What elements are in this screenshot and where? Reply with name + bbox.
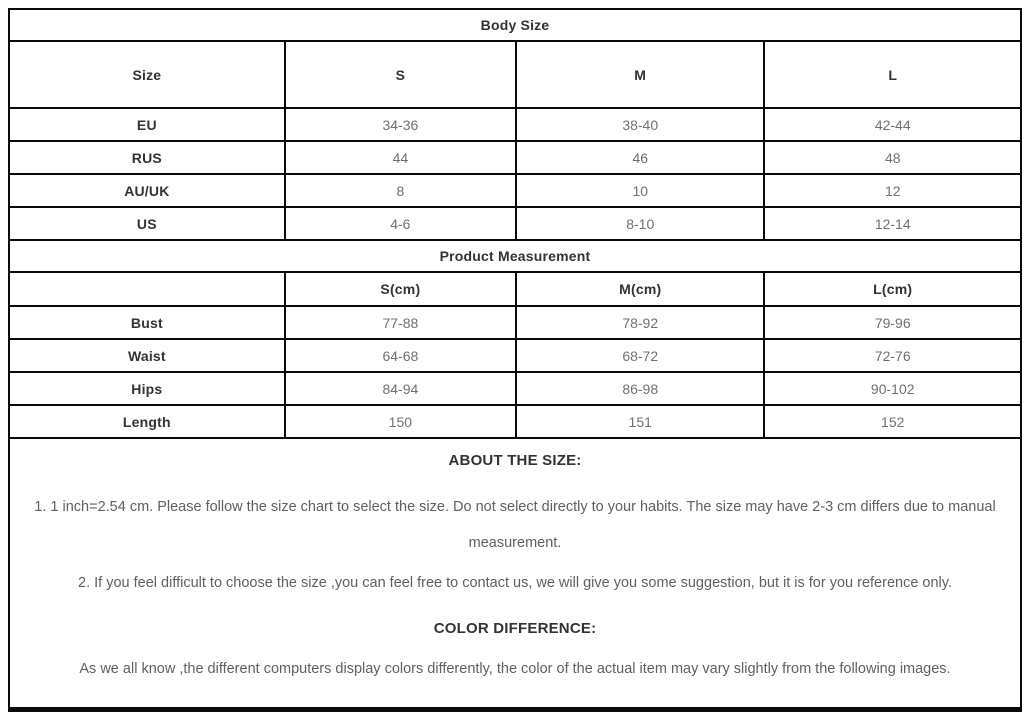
about-the-size-heading: ABOUT THE SIZE:: [448, 452, 582, 469]
cell-us-m: 8-10: [516, 207, 764, 240]
col-header-l: L: [764, 41, 1020, 108]
cell-eu-l: 42-44: [764, 108, 1020, 141]
cell-hips-l: 90-102: [764, 372, 1020, 405]
body-size-table: [10, 10, 1020, 241]
cell-length-l: 152: [764, 405, 1020, 438]
table-row-auuk: [10, 174, 1020, 207]
cell-bust-l: 79-96: [764, 306, 1020, 339]
cell-auuk-m: 10: [516, 174, 764, 207]
col-header-blank: [10, 272, 285, 306]
col-header-size: Size: [10, 41, 285, 108]
cell-rus-s: 44: [285, 141, 516, 174]
col-header-m: M: [516, 41, 764, 108]
row-label-us: US: [10, 207, 285, 240]
table-row-hips: [10, 372, 1020, 405]
col-header-s: S: [285, 41, 516, 108]
cell-auuk-l: 12: [764, 174, 1020, 207]
color-difference-heading: COLOR DIFFERENCE:: [433, 620, 597, 637]
cell-us-s: 4-6: [285, 207, 516, 240]
body-size-title: Body Size: [10, 10, 1020, 41]
cell-bust-s: 77-88: [285, 306, 516, 339]
row-label-bust: Bust: [10, 306, 285, 339]
cell-hips-m: 86-98: [516, 372, 764, 405]
size-chart-frame: [8, 8, 1022, 712]
cell-waist-m: 68-72: [516, 339, 764, 372]
about-note-2: 2. If you feel difficult to choose the size ,you can feel free to contact us, we will give you some suggestion, but it is for you reference only.: [78, 575, 952, 591]
product-measurement-title: Product Measurement: [10, 241, 1020, 272]
cell-hips-s: 84-94: [285, 372, 516, 405]
table-row-waist: [10, 339, 1020, 372]
cell-eu-s: 34-36: [285, 108, 516, 141]
about-note-1: 1. 1 inch=2.54 cm. Please follow the size chart to select the size. Do not select directly to your habits. The size may have 2-3 cm differs due to manual measurement.: [34, 499, 996, 551]
col-header-m-cm: M(cm): [516, 272, 764, 306]
cell-waist-s: 64-68: [285, 339, 516, 372]
cell-eu-m: 38-40: [516, 108, 764, 141]
row-label-auuk: AU/UK: [10, 174, 285, 207]
notes-section: [10, 439, 1020, 687]
row-label-waist: Waist: [10, 339, 285, 372]
cell-rus-l: 48: [764, 141, 1020, 174]
cell-auuk-s: 8: [285, 174, 516, 207]
table-row-rus: [10, 141, 1020, 174]
col-header-l-cm: L(cm): [764, 272, 1020, 306]
table-row-eu: [10, 108, 1020, 141]
col-header-s-cm: S(cm): [285, 272, 516, 306]
row-label-hips: Hips: [10, 372, 285, 405]
row-label-rus: RUS: [10, 141, 285, 174]
table-row-length: [10, 405, 1020, 438]
row-label-eu: EU: [10, 108, 285, 141]
cell-waist-l: 72-76: [764, 339, 1020, 372]
cell-us-l: 12-14: [764, 207, 1020, 240]
cell-bust-m: 78-92: [516, 306, 764, 339]
row-label-length: Length: [10, 405, 285, 438]
table-row-bust: [10, 306, 1020, 339]
cell-rus-m: 46: [516, 141, 764, 174]
product-measurement-table: [10, 241, 1020, 439]
cell-length-m: 151: [516, 405, 764, 438]
table-row-us: [10, 207, 1020, 240]
color-difference-note: As we all know ,the different computers display colors differently, the color of the actual item may vary slightly from the following images.: [79, 661, 951, 677]
cell-length-s: 150: [285, 405, 516, 438]
